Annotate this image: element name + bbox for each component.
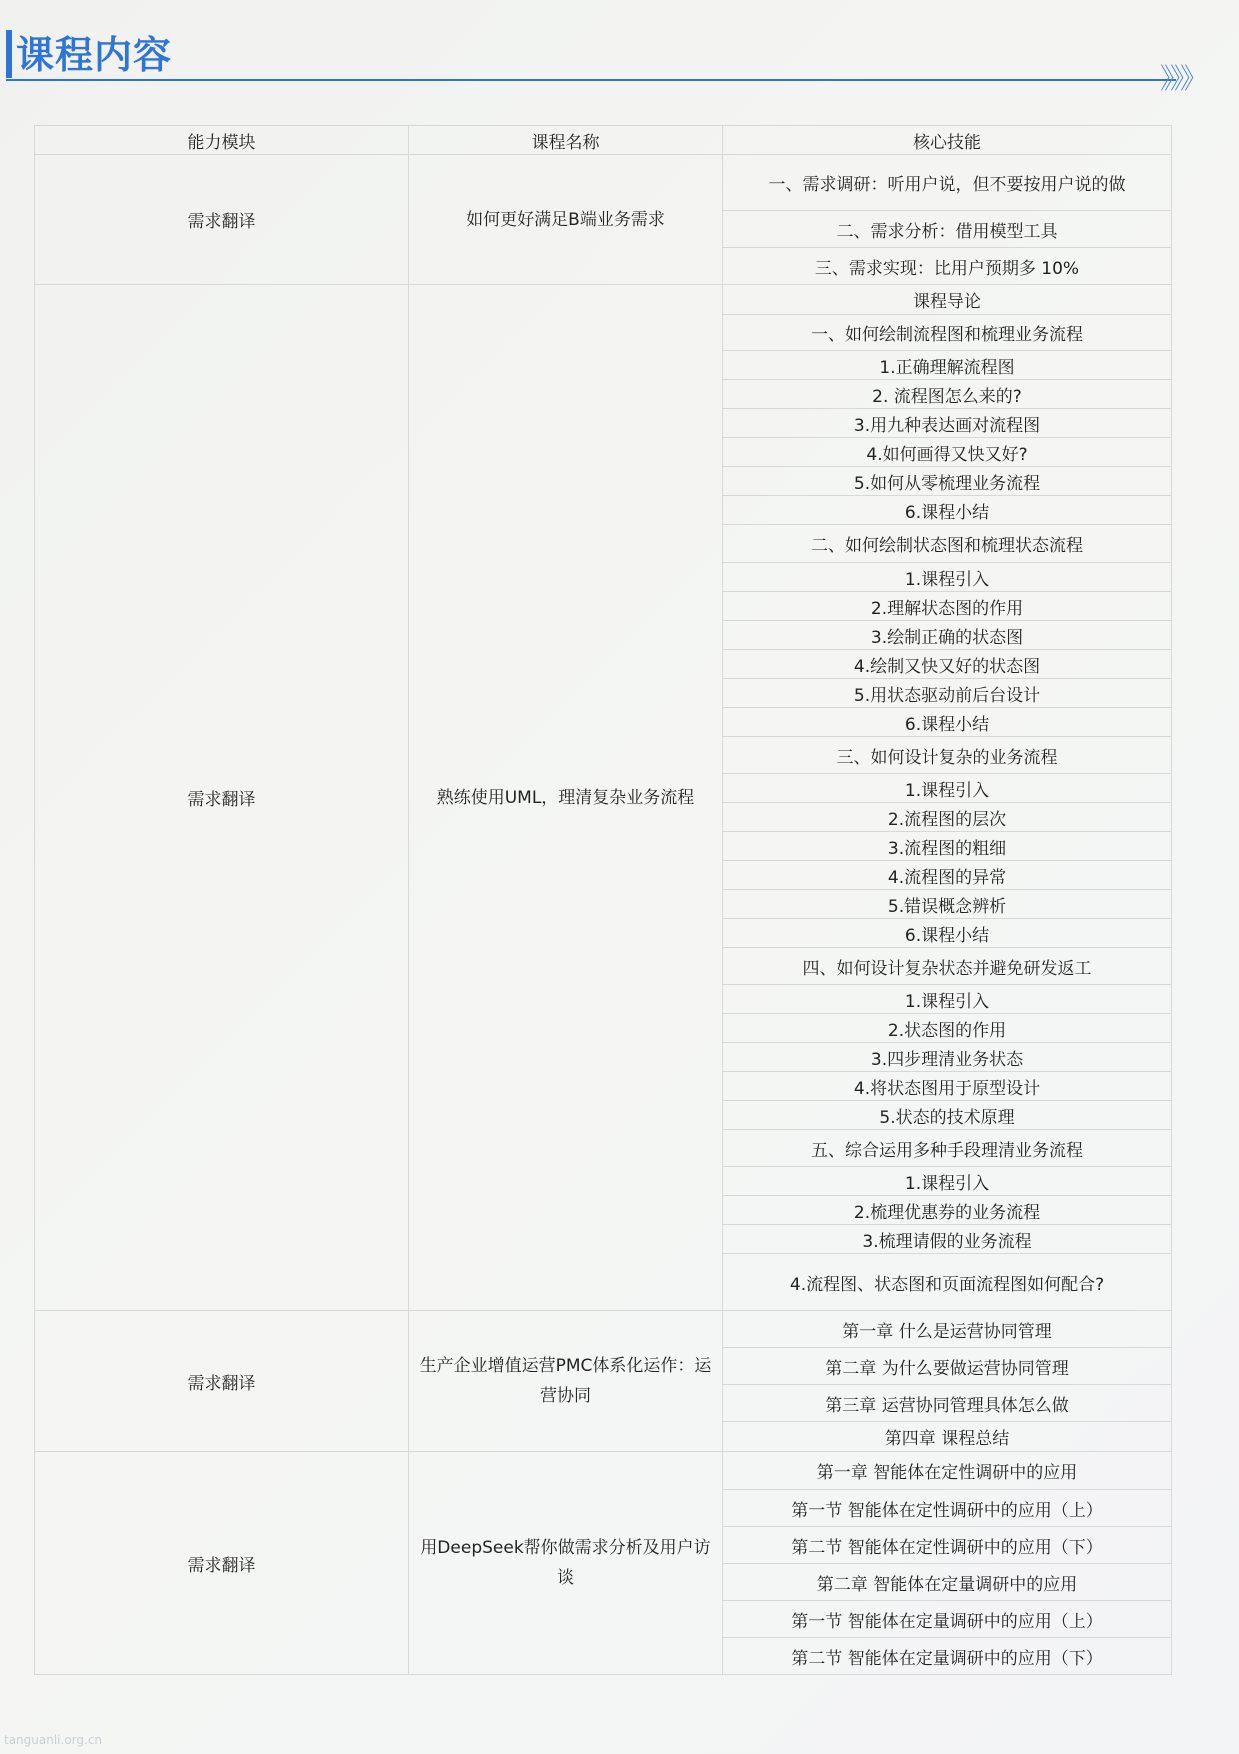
skill-cell: 4.流程图、状态图和页面流程图如何配合?: [723, 1254, 1172, 1311]
skill-cell: 5.用状态驱动前后台设计: [723, 679, 1172, 708]
skill-cell: 课程导论: [723, 285, 1172, 315]
skill-cell: 4.如何画得又快又好?: [723, 438, 1172, 467]
skill-cell: 6.课程小结: [723, 496, 1172, 525]
title-accent-bar: [6, 30, 12, 78]
skill-cell: 第二章 智能体在定量调研中的应用: [723, 1564, 1172, 1601]
course-table: [34, 125, 1172, 1675]
table-row: [35, 155, 1172, 211]
course-name-cell: 生产企业增值运营PMC体系化运作：运营协同: [409, 1311, 723, 1452]
module-cell: 需求翻译: [35, 1311, 409, 1452]
skill-cell: 第二节 智能体在定性调研中的应用（下）: [723, 1527, 1172, 1564]
table-row: [35, 285, 1172, 315]
skill-cell: 二、如何绘制状态图和梳理状态流程: [723, 525, 1172, 563]
course-name-cell: 如何更好满足B端业务需求: [409, 155, 723, 285]
skill-cell: 3.流程图的粗细: [723, 832, 1172, 861]
skill-cell: 5.状态的技术原理: [723, 1101, 1172, 1130]
skill-cell: 第三章 运营协同管理具体怎么做: [723, 1385, 1172, 1422]
skill-cell: 2.状态图的作用: [723, 1014, 1172, 1043]
course-name-cell: 用DeepSeek帮你做需求分析及用户访谈: [409, 1452, 723, 1675]
skill-cell: 4.流程图的异常: [723, 861, 1172, 890]
table-header-row: [35, 126, 1172, 155]
skill-cell: 第一章 智能体在定性调研中的应用: [723, 1452, 1172, 1490]
skill-cell: 第二章 为什么要做运营协同管理: [723, 1348, 1172, 1385]
skill-cell: 1.课程引入: [723, 985, 1172, 1014]
skill-cell: 2. 流程图怎么来的?: [723, 380, 1172, 409]
skill-cell: 3.用九种表达画对流程图: [723, 409, 1172, 438]
page-title: 课程内容: [16, 33, 173, 77]
skill-cell: 5.错误概念辨析: [723, 890, 1172, 919]
skill-cell: 5.如何从零梳理业务流程: [723, 467, 1172, 496]
skill-cell: 2.流程图的层次: [723, 803, 1172, 832]
skill-cell: 一、需求调研：听用户说，但不要按用户说的做: [723, 155, 1172, 211]
table-row: [35, 1452, 1172, 1490]
skill-cell: 4.将状态图用于原型设计: [723, 1072, 1172, 1101]
skill-cell: 6.课程小结: [723, 919, 1172, 948]
table-body: [35, 155, 1172, 1675]
footer-watermark: tanguanli.org.cn: [4, 1733, 103, 1747]
skill-cell: 3.四步理清业务状态: [723, 1043, 1172, 1072]
skill-cell: 4.绘制又快又好的状态图: [723, 650, 1172, 679]
module-cell: 需求翻译: [35, 155, 409, 285]
chevron-right-icon: 》》》: [1160, 62, 1205, 95]
skill-cell: 五、综合运用多种手段理清业务流程: [723, 1130, 1172, 1167]
module-cell: 需求翻译: [35, 1452, 409, 1675]
skill-cell: 二、需求分析：借用模型工具: [723, 211, 1172, 248]
skill-cell: 第二节 智能体在定量调研中的应用（下）: [723, 1638, 1172, 1675]
header-skills: 核心技能: [723, 126, 1172, 155]
skill-cell: 3.绘制正确的状态图: [723, 621, 1172, 650]
skill-cell: 四、如何设计复杂状态并避免研发返工: [723, 948, 1172, 985]
skill-cell: 一、如何绘制流程图和梳理业务流程: [723, 315, 1172, 351]
skill-cell: 第四章 课程总结: [723, 1422, 1172, 1452]
skill-cell: 第一节 智能体在定性调研中的应用（上）: [723, 1490, 1172, 1527]
section-header: [0, 30, 1239, 95]
title-underline: [6, 79, 1176, 81]
skill-cell: 1.课程引入: [723, 1167, 1172, 1196]
skill-cell: 1.课程引入: [723, 563, 1172, 592]
skill-cell: 1.课程引入: [723, 774, 1172, 803]
skill-cell: 2.梳理优惠券的业务流程: [723, 1196, 1172, 1225]
skill-cell: 1.正确理解流程图: [723, 351, 1172, 380]
skill-cell: 三、需求实现：比用户预期多 10%: [723, 248, 1172, 285]
header-course: 课程名称: [409, 126, 723, 155]
skill-cell: 三、如何设计复杂的业务流程: [723, 737, 1172, 774]
course-name-cell: 熟练使用UML，理清复杂业务流程: [409, 285, 723, 1311]
module-cell: 需求翻译: [35, 285, 409, 1311]
header-module: 能力模块: [35, 126, 409, 155]
skill-cell: 第一节 智能体在定量调研中的应用（上）: [723, 1601, 1172, 1638]
skill-cell: 第一章 什么是运营协同管理: [723, 1311, 1172, 1348]
skill-cell: 6.课程小结: [723, 708, 1172, 737]
skill-cell: 3.梳理请假的业务流程: [723, 1225, 1172, 1254]
table-row: [35, 1311, 1172, 1348]
skill-cell: 2.理解状态图的作用: [723, 592, 1172, 621]
